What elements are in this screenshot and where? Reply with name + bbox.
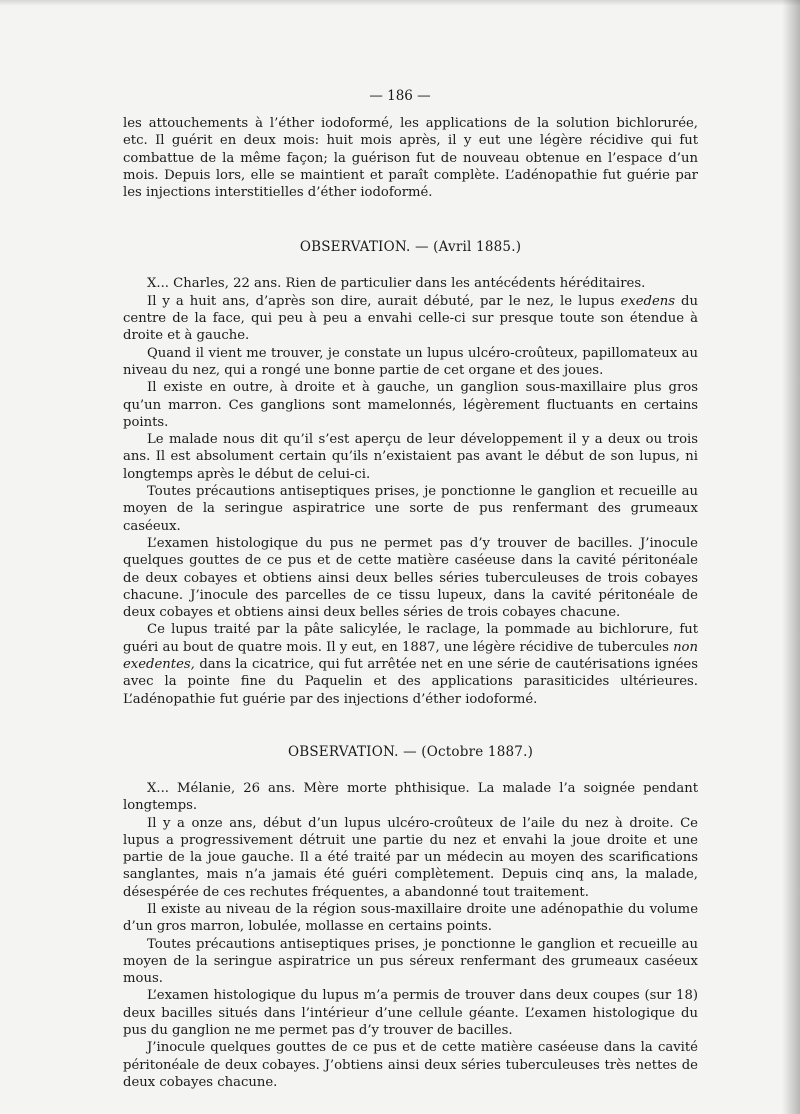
obs1-paragraph-3: Quand il vient me trouver, je constate un lupus ulcéro-croûteux, papillomateux au niveau du nez, qui a rongé une bonne partie de cet organe et des joues. <box>123 345 698 378</box>
page-edge-shadow <box>782 0 800 1114</box>
obs1-paragraph-8 <box>123 621 698 707</box>
obs1-paragraph-4: Il existe en outre, à droite et à gauche, un ganglion sous-maxillaire plus gros qu’un marron. Ces ganglions sont mamelonnés, légèrement fluctuants en certains points. <box>123 380 698 430</box>
obs1-p8-text-a: Ce lupus traité par la pâte salicylée, le raclage, la pommade au bichlorure, fut guéri au bout de quatre mois. Il y eut, en 1887, une légère récidive de tubercules <box>123 622 698 655</box>
obs1-paragraph-6: Toutes précautions antiseptiques prises, je ponctionne le ganglion et recueille au moyen de la seringue aspiratrice une sorte de pus renfermant des grumeaux caséeux. <box>123 484 698 534</box>
page-body <box>123 115 698 1091</box>
page-number: — 186 — <box>369 88 431 104</box>
obs2-paragraph-4: Toutes précautions antiseptiques prises, je ponctionne le ganglion et recueille au moyen de la seringue aspiratrice un pus séreux renfermant des grumeaux caséeux mous. <box>123 936 698 987</box>
obs1-p8-text-b: dans la cicatrice, qui fut arrêtée net en une série de cautérisations ignées avec la pointe fine du Paquelin et des applications parasiticides ultérieures. L’adénopathie fut guérie par des injections d’éther iodoformé. <box>123 657 698 707</box>
obs2-paragraph-3: Il existe au niveau de la région sous-maxillaire droite une adénopathie du volume d’un gros marron, lobulée, mollasse en certains points. <box>123 901 698 935</box>
obs1-p2-text-b: du centre de la face, qui peu à peu a envahi celle-ci sur presque toute son étendue à droite et à gauche. <box>123 293 698 344</box>
obs1-paragraph-2 <box>123 293 698 345</box>
obs1-paragraph-1: X... Charles, 22 ans. Rien de particulier dans les antécédents héréditaires. <box>147 276 646 292</box>
observation-heading-1: OBSERVATION. — (Avril 1885.) <box>299 239 522 256</box>
obs1-p8-italic: non exedentes, <box>123 639 698 673</box>
obs1-paragraph-5: Le malade nous dit qu’il s’est aperçu de leur développement il y a deux ou trois ans. Il est absolument certain qu’ils n’existaient pas avant le début de son lupus, ni longtemps après le début de celui-ci. <box>123 432 698 482</box>
obs1-p2-text-a: Il y a huit ans, d’après son dire, aurait débuté, par le nez, le lupus <box>147 293 615 309</box>
obs2-paragraph-2: Il y a onze ans, début d’un lupus ulcéro-croûteux de l’aile du nez à droite. Ce lupus a progressivement détruit une partie du nez et envahi la joue droite et une partie de la joue gauche. Il a été traité par un médecin au moyen des scarifications sanglantes, mais n’a jamais été guéri complètement. Depuis cinq ans, la malade, désespérée de ces rechutes fréquentes, a abandonné tout traitement. <box>123 815 698 900</box>
obs2-paragraph-1: X... Mélanie, 26 ans. Mère morte phthisique. La malade l’a soignée pendant longtemps. <box>123 780 698 814</box>
page-top-shadow <box>0 0 800 6</box>
obs2-paragraph-6: J’inocule quelques gouttes de ce pus et de cette matière caséeuse dans la cavité péritonéale de deux cobayes. J’obtiens ainsi deux séries tuberculeuses très nettes de deux cobayes chacune. <box>123 1040 698 1090</box>
obs1-p2-italic: exedens <box>620 293 676 309</box>
intro-paragraph: les attouchements à l’éther iodoformé, les applications de la solution bichlorurée, etc. Il guérit en deux mois: huit mois après, il y eut une légère récidive qui fut combattue de la même façon; la guérison fut de nouveau obtenue en l’espace d’un mois. Depuis lors, elle se maintient et paraît complète. L’adénopathie fut guérie par les injections interstitielles d’éther iodoformé. <box>123 116 698 201</box>
observation-heading-2: OBSERVATION. — (Octobre 1887.) <box>287 743 534 760</box>
obs1-paragraph-7: L’examen histologique du pus ne permet pas d’y trouver de bacilles. J’inocule quelques gouttes de ce pus et de cette matière caséeuse dans la cavité péritonéale de deux cobayes et obtiens ainsi deux belles séries tuberculeuses de trois cobayes chacune. J’inocule des parcelles de ce tissu lupeux, dans la cavité péritonéale de deux cobayes et obtiens ainsi deux belles séries de trois cobayes chacune. <box>123 535 698 621</box>
obs2-paragraph-5: L’examen histologique du lupus m’a permis de trouver dans deux coupes (sur 18) deux bacilles situés dans l’intérieur d’une cellule géante. L’examen histologique du pus du ganglion ne me permet pas d’y trouver de bacilles. <box>123 988 698 1039</box>
